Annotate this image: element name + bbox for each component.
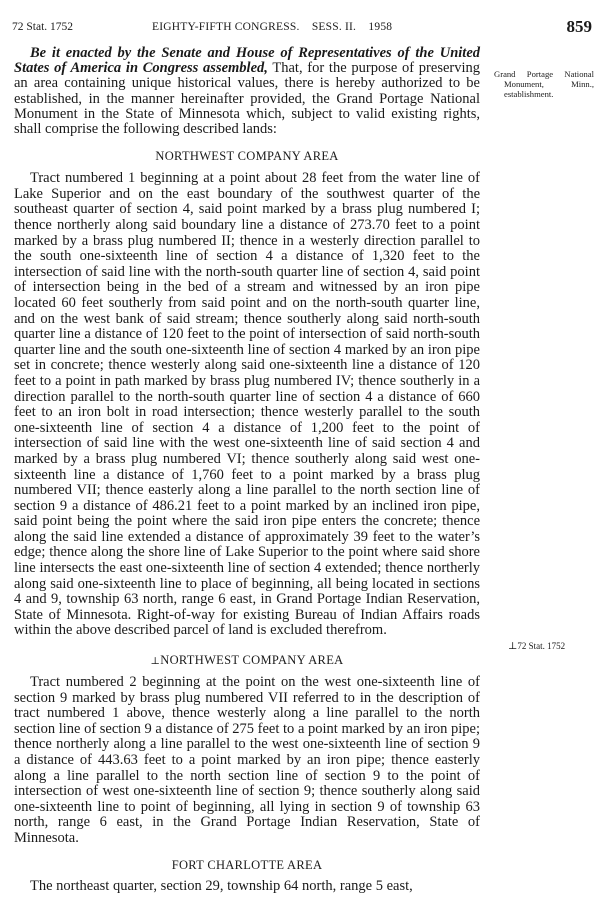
congress-session-title: EIGHTY-FIFTH CONGRESS. SESS. II. 1958: [152, 21, 393, 33]
margin-note-text: Grand Portage National Monument, Minn., establishment.: [494, 69, 594, 99]
tract-description: The northeast quarter, section 29, township 64 north, range 5 east,: [30, 877, 413, 894]
section-heading: ⊥NORTHWEST COMPANY AREA: [150, 653, 344, 668]
tract-description: Tract numbered 1 beginning at a point about 28 feet from the water line of Lake Superior and on the east boundary of the southwest quarter of the southeast quarter of section 4, said point marked by a brass plug numbered I; thence northerly along said boundary line a distance of 273.70 feet to a point marked by a brass plug numbered II; thence in a westerly direction parallel to the south one-sixteenth line of section 4 a distance of 1,320 feet to the intersection of said line with the north-south quarter line of section 4, said point of intersection being in the bed of a stream and witnessed by an iron pipe located 60 feet southerly from said point and on the north-south quarter line, and on the west bank of said stream; thence southerly along said north-south quarter line a distance of 120 feet to the point of intersection of said north-south quarter line and the south one-sixteenth line of section 4 marked by an iron pipe set in concrete; thence westerly along said one-sixteenth line a distance of 120 feet to a point in path marked by brass plug numbered IV; thence southerly in a direction parallel to the north-south quarter line of section 4 a distance of 660 feet to an iron bolt in road intersection; thence westerly parallel to the south one-sixteenth line of section 4 a distance of 1,200 feet to the point of intersection of said line with the west one-sixteenth line of said section 4 and marked by a brass plug numbered VI; thence southerly along said west one-sixteenth line a distance of 1,760 feet to a point marked by a brass plug numbered VII; thence easterly along a line parallel to the north section line of section 9 a distance of 486.21 feet to a point marked by an inclined iron pipe, said point being the point where the said iron pipe enters the concrete; thence along the said line extended a distance of approximately 39 feet to the water’s edge; thence along the shore line of Lake Superior to the point where said shore line intersects the east one-sixteenth line of section 4 extended; thence northerly along said one-sixteenth line to place of beginning, all being located in sections 4 and 9, township 63 north, range 6 east, in Grand Portage Indian Reservation, State of Minnesota. Right-of-way for existing Bureau of Indian Affairs roads within the above described parcel of land is excluded therefrom.: [14, 170, 480, 639]
enacting-text: That, for the purpose of preserving an area containing unique historical values, there is hereby authorized to be established, in the manner hereinafter provided, the Grand Portage National Monument in the State of Minnesota which, subject to valid existing rights, shall comprise the following described lands:: [14, 60, 481, 138]
section-heading: FORT CHARLOTTE AREA: [171, 857, 323, 872]
running-head: [12, 19, 592, 35]
sidebar-ref-text: 72 Stat. 1752: [517, 641, 566, 651]
page-break-marker-icon: ⊥: [150, 656, 161, 668]
enacting-clause: [14, 46, 480, 137]
statute-citation: 72 Stat. 1752: [12, 21, 74, 33]
tract-description: Tract numbered 2 beginning at the point on the west one-sixteenth line of section 9 marked by brass plug numbered VII referred to in the description of tract numbered 1 above, thence westerly along a line parallel to the north section line of section 9 a distance of 275 feet to a point marked by an iron pipe; thence northerly along a line parallel to the west one-sixteenth line of section 9 a distance of 443.63 feet to a point marked by an iron pipe; thence easterly along a line parallel to the north section line of section 9 to the point of intersection of west one-sixteenth line of section 9; thence southerly along said one-sixteenth line to point of beginning, all lying in section 9 of township 63 north, range 6 east, in the Grand Portage Indian Reservation, State of Minnesota.: [14, 674, 480, 846]
page-number: 859: [566, 17, 592, 36]
sidebar-page-ref: [508, 641, 565, 652]
page-break-marker-icon: ⊥: [508, 641, 518, 652]
enacting-formula: Be it enacted by the Senate and House of Representatives of the United States of America in Congress assembled,: [14, 45, 480, 77]
body-column: [14, 46, 480, 894]
margin-note: [494, 69, 594, 99]
section-heading: NORTHWEST COMPANY AREA: [155, 149, 339, 164]
